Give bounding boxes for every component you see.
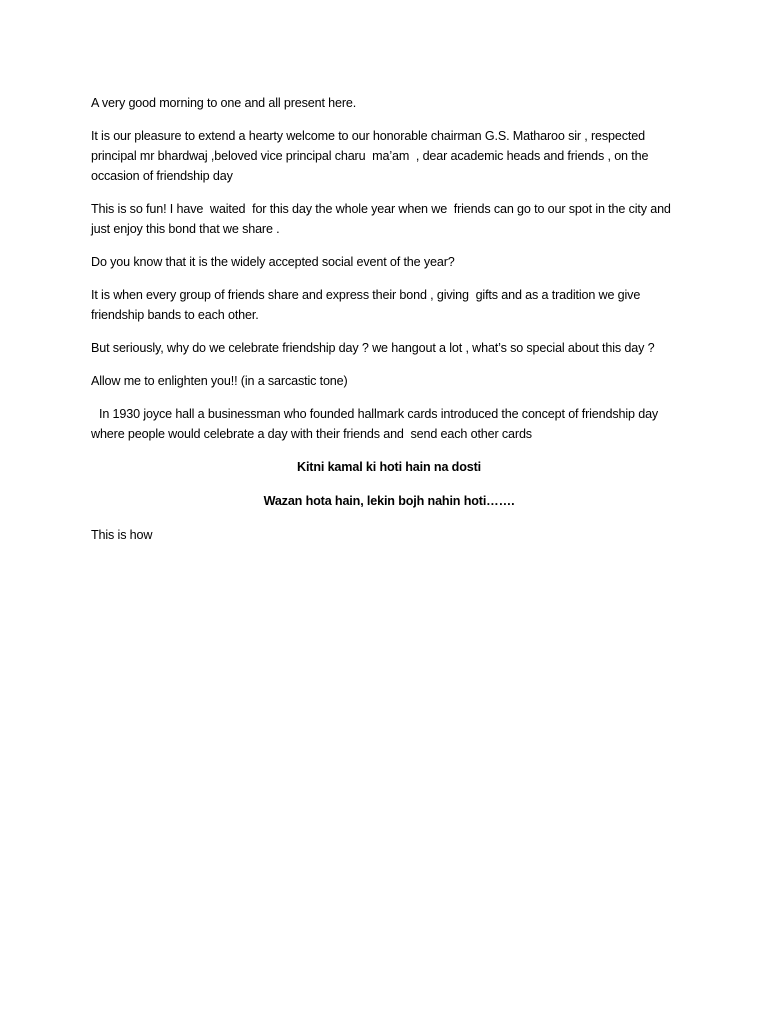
history-paragraph: In 1930 joyce hall a businessman who founded hallmark cards introduced the concept of friendship day where people would celebrate a day with their friends and send each other cards xyxy=(91,407,662,441)
enlighten-paragraph: Allow me to enlighten you!! (in a sarcastic tone) xyxy=(91,374,348,388)
excitement-paragraph: This is so fun! I have waited for this day the whole year when we friends can go to our spot in the city and just enjoy this bond that we share . xyxy=(91,202,675,236)
question-paragraph: Do you know that it is the widely accepted social event of the year? xyxy=(91,255,455,269)
why-paragraph: But seriously, why do we celebrate friendship day ? we hangout a lot , what’s so special about this day ? xyxy=(91,341,655,355)
tradition-paragraph: It is when every group of friends share and express their bond , giving gifts and as a tradition we give friendship bands to each other. xyxy=(91,288,644,322)
welcome-paragraph: It is our pleasure to extend a hearty welcome to our honorable chairman G.S. Matharoo sir , respected principal mr bhardwaj ,beloved vice principal charu ma’am , dear academic heads and friends , on the occasion of friendship day xyxy=(91,129,652,183)
verse-line-2: Wazan hota hain, lekin bojh nahin hoti……. xyxy=(263,494,515,508)
closing-line: This is how xyxy=(91,528,153,542)
greeting-paragraph: A very good morning to one and all present here. xyxy=(91,96,357,110)
document-body xyxy=(91,93,687,558)
verse-line-1: Kitni kamal ki hoti hain na dosti xyxy=(297,460,481,474)
